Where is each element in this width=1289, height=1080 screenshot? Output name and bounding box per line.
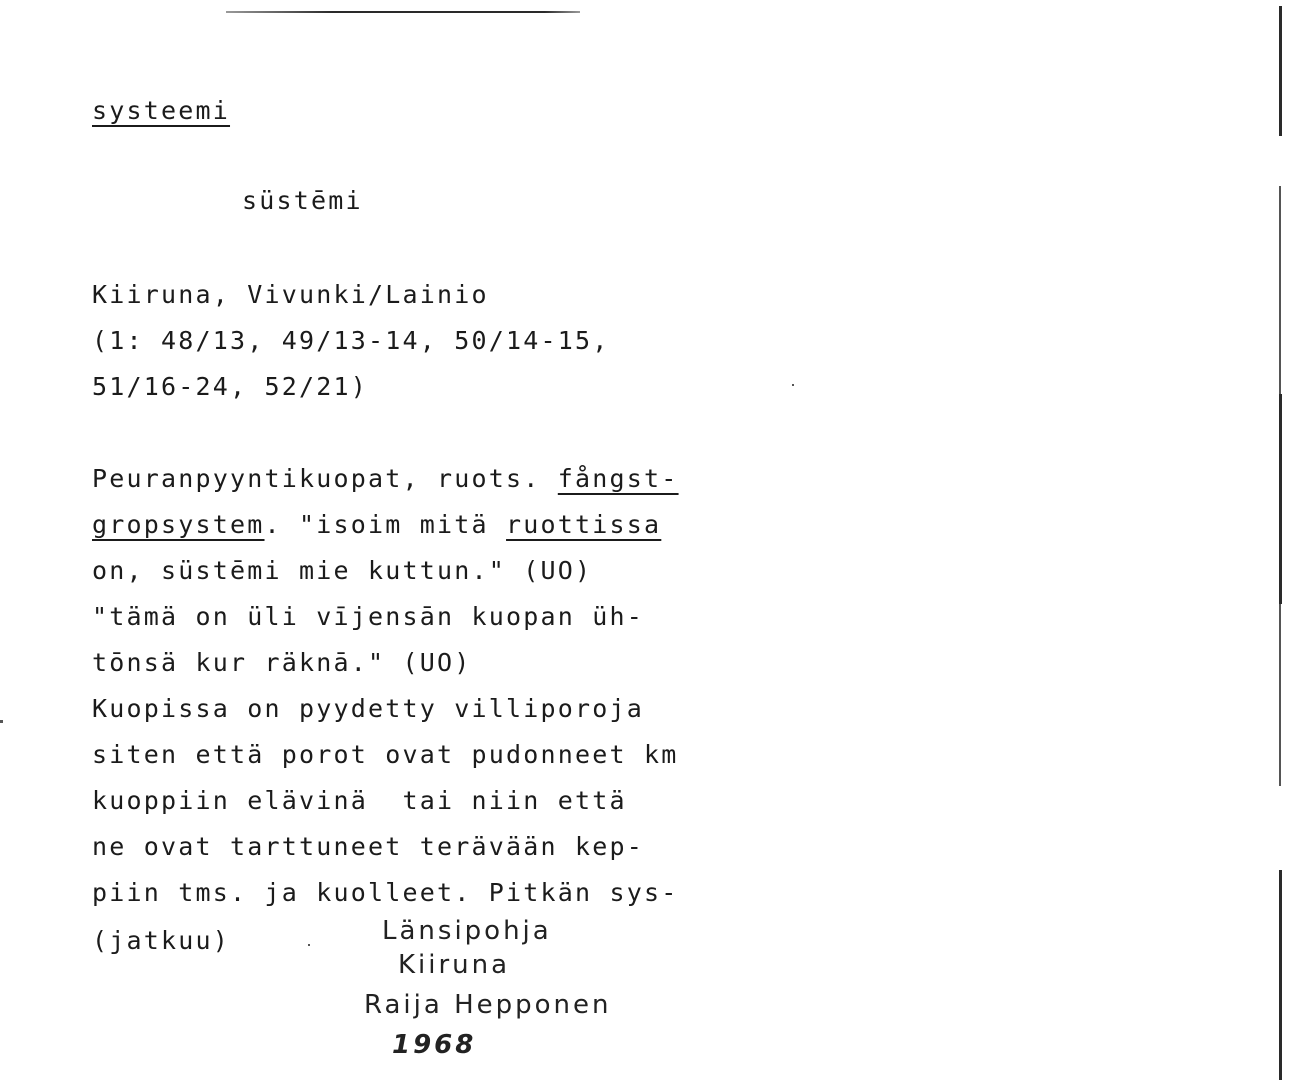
stamp-year: 1968 [392, 1030, 477, 1060]
scan-speck [308, 944, 310, 946]
source-line: 51/16-24, 52/21) [92, 372, 369, 401]
body-line [92, 464, 679, 494]
body-line: "tämä on üli vījensān kuopan üh- [92, 602, 645, 631]
swedish-term: fångst- [557, 464, 679, 493]
swedish-term: gropsystem [92, 510, 265, 539]
source-line: (1: 48/13, 49/13-14, 50/14-15, [92, 326, 610, 355]
body-line: Kuopissa on pyydetty villiporoja [92, 694, 645, 723]
stamp-place: Kiiruna [398, 950, 511, 980]
headword: systeemi [92, 96, 231, 125]
body-line [92, 510, 661, 540]
continued-note: (jatkuu) [92, 926, 231, 955]
body-line: tōnsä kur räknā." (UO) [92, 648, 472, 677]
body-line: piin tms. ja kuolleet. Pitkän sys- [92, 878, 679, 907]
underlined-word: ruottissa [506, 510, 662, 539]
body-line: on, süstēmi mie kuttun." (UO) [92, 556, 593, 585]
stamp-collector: Raija Hepponen [364, 990, 612, 1020]
pronunciation: süstēmi [242, 186, 363, 215]
stamp-region: Länsipohja [382, 916, 552, 946]
body-line: ne ovat tarttuneet terävään kep- [92, 832, 645, 861]
scan-top-rule [226, 11, 580, 13]
scan-speck [792, 384, 794, 386]
body-text: . "isoim mitä [264, 510, 507, 539]
body-line: siten että porot ovat pudonneet km [92, 740, 679, 769]
scan-edge-line [1279, 6, 1282, 136]
scan-speck [0, 720, 3, 723]
scan-edge-line [1279, 394, 1282, 604]
source-line: Kiiruna, Vivunki/Lainio [92, 280, 489, 309]
body-line: kuoppiin elävinä tai niin että [92, 786, 627, 815]
scan-edge-line [1279, 870, 1282, 1080]
body-text: Peuranpyyntikuopat, ruots. [92, 464, 558, 493]
